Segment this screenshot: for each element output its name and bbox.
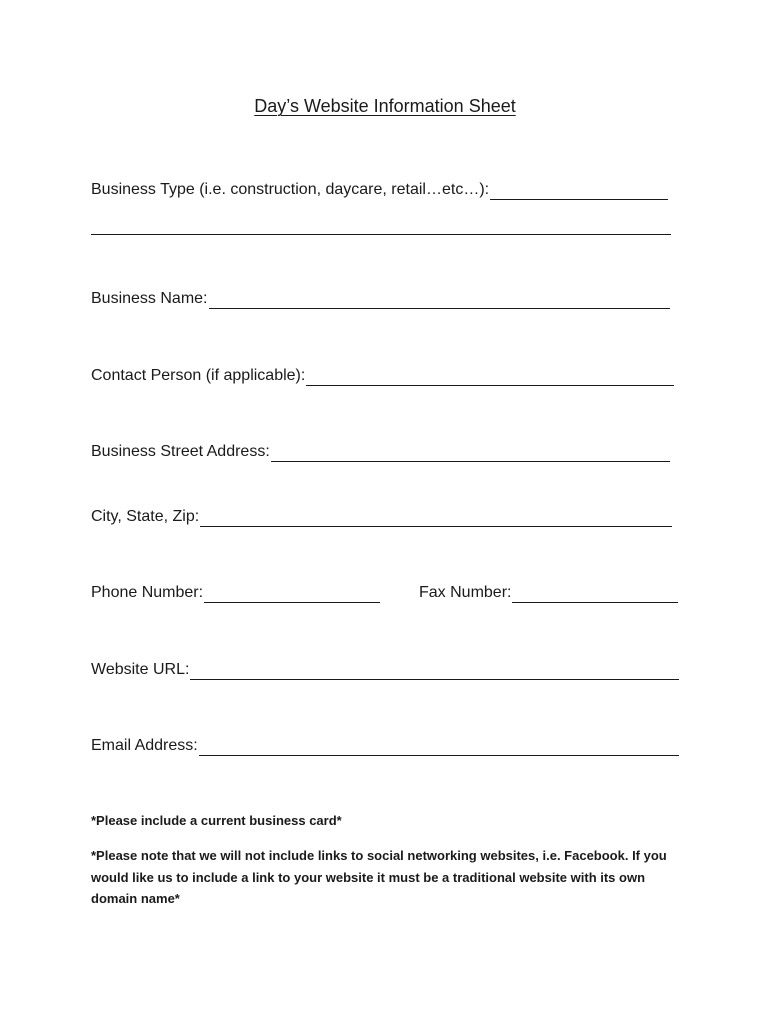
email-address-field xyxy=(91,736,679,756)
website-url-blank[interactable] xyxy=(190,664,679,680)
phone-number-blank[interactable] xyxy=(204,587,380,603)
business-type-continuation-blank[interactable] xyxy=(91,218,671,235)
website-url-field xyxy=(91,660,679,680)
business-type-blank[interactable] xyxy=(490,184,668,200)
street-address-blank[interactable] xyxy=(271,446,670,462)
business-type-label: Business Type (i.e. construction, daycare, retail…etc…): xyxy=(91,181,490,198)
email-address-blank[interactable] xyxy=(199,740,679,756)
business-name-label: Business Name: xyxy=(91,290,208,307)
page-title-text: Day’s Website Information Sheet xyxy=(254,96,516,116)
business-name-field xyxy=(91,289,670,309)
street-address-field xyxy=(91,442,670,462)
fax-number-label: Fax Number: xyxy=(419,584,512,601)
business-type-field xyxy=(91,180,668,200)
contact-person-field xyxy=(91,366,674,386)
fax-number-blank[interactable] xyxy=(512,587,678,603)
business-card-note: *Please include a current business card* xyxy=(91,813,342,828)
city-state-zip-blank[interactable] xyxy=(200,511,672,527)
phone-number-label: Phone Number: xyxy=(91,584,204,601)
business-name-blank[interactable] xyxy=(209,293,671,309)
fax-number-field xyxy=(419,583,678,603)
contact-person-label: Contact Person (if applicable): xyxy=(91,367,306,384)
phone-number-field xyxy=(91,583,380,603)
email-address-label: Email Address: xyxy=(91,737,198,754)
social-networking-note: *Please note that we will not include links to social networking websites, i.e. Facebook. If you would like us to include a link to your website it must be a traditional website with its own domain name* xyxy=(91,848,667,906)
city-state-zip-field xyxy=(91,507,672,527)
website-url-label: Website URL: xyxy=(91,661,190,678)
contact-person-blank[interactable] xyxy=(306,370,674,386)
page-title xyxy=(0,94,770,118)
street-address-label: Business Street Address: xyxy=(91,443,270,460)
city-state-zip-label: City, State, Zip: xyxy=(91,508,200,525)
